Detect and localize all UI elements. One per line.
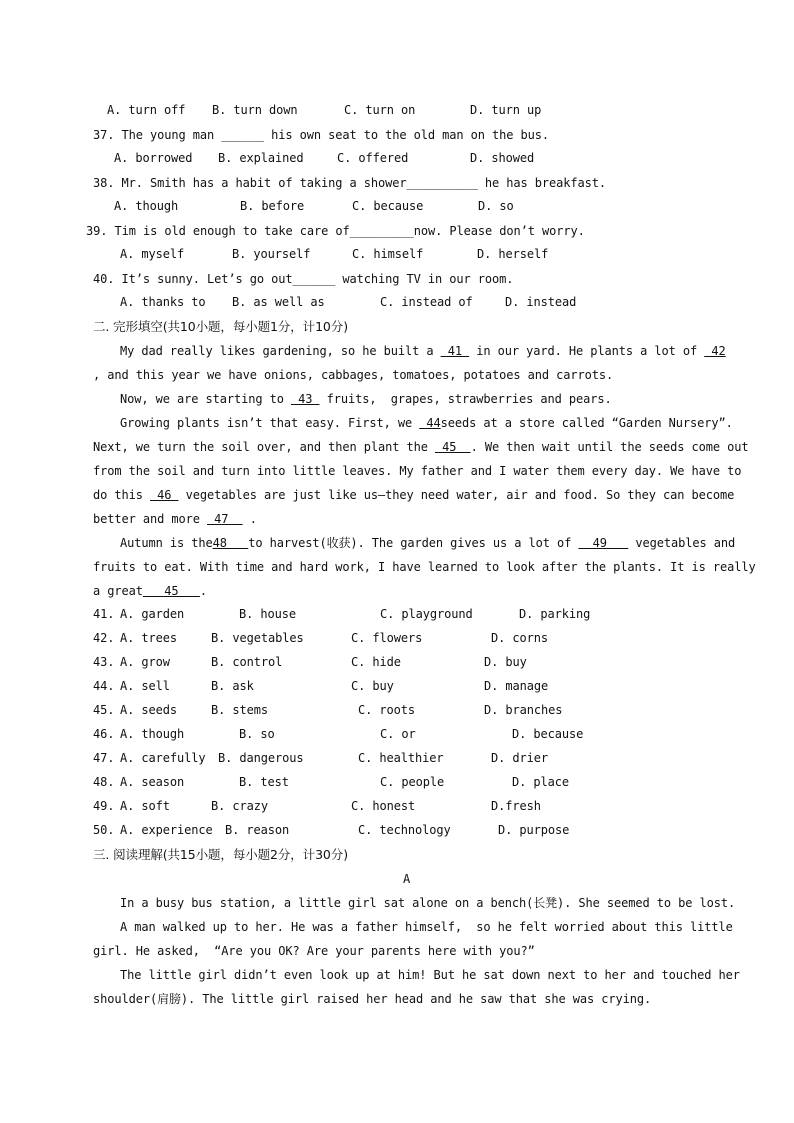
option-b[interactable]: B. control <box>211 655 283 669</box>
blank-49[interactable]: 49 <box>578 536 629 550</box>
option-c[interactable]: C. offered <box>337 151 409 165</box>
option-b[interactable]: B. stems <box>211 703 268 717</box>
blank-46[interactable]: 46 <box>150 488 179 502</box>
blank-45[interactable]: 45 <box>434 440 471 454</box>
option-c[interactable]: C. honest <box>351 799 416 813</box>
question-40: 40. It’s sunny. Let’s go out______ watching TV in our room. <box>93 272 514 286</box>
option-d[interactable]: D. so <box>478 199 514 213</box>
option-number: 41. <box>93 607 115 621</box>
option-c[interactable]: C. people <box>380 775 445 789</box>
option-number: 46. <box>93 727 115 741</box>
option-a[interactable]: A. garden <box>120 607 185 621</box>
option-d[interactable]: D. purpose <box>498 823 570 837</box>
option-b[interactable]: B. explained <box>218 151 304 165</box>
option-d[interactable]: D.fresh <box>491 799 541 813</box>
passage-line: Next, we turn the soil over, and then plant the 45 . We then wait until the seeds come out <box>93 440 749 454</box>
passage-line: from the soil and turn into little leaves. My father and I water them every day. We have to <box>93 464 742 478</box>
option-b[interactable]: B. ask <box>211 679 254 693</box>
option-a[interactable]: A. season <box>120 775 185 789</box>
passage-line: do this 46 vegetables are just like us—they need water, air and food. So they can become <box>93 488 735 502</box>
section-title-reading: 三. 阅读理解(共15小题，每小题2分，计30分) <box>93 847 348 862</box>
option-d[interactable]: D. corns <box>491 631 548 645</box>
option-a[interactable]: A. grow <box>120 655 170 669</box>
option-c[interactable]: C. hide <box>351 655 401 669</box>
option-c[interactable]: C. healthier <box>358 751 444 765</box>
option-number: 47. <box>93 751 115 765</box>
option-c[interactable]: C. technology <box>358 823 451 837</box>
option-a[interactable]: A. though <box>114 199 179 213</box>
passage-line: Now, we are starting to 43 fruits, grapes, strawberries and pears. <box>120 392 612 406</box>
option-b[interactable]: B. so <box>239 727 275 741</box>
option-b[interactable]: B. crazy <box>211 799 268 813</box>
passage-line: a great 45 . <box>93 584 207 598</box>
reading-line: A man walked up to her. He was a father himself, so he felt worried about this little <box>120 920 733 934</box>
option-c[interactable]: C. or <box>380 727 416 741</box>
option-a[interactable]: A. experience <box>120 823 213 837</box>
reading-label: A <box>403 872 411 886</box>
option-number: 44. <box>93 679 115 693</box>
option-d[interactable]: D. parking <box>519 607 591 621</box>
blank-48[interactable]: 48 <box>212 536 249 550</box>
option-c[interactable]: C. flowers <box>351 631 423 645</box>
option-c[interactable]: C. playground <box>380 607 473 621</box>
option-b[interactable]: B. house <box>239 607 296 621</box>
option-a[interactable]: A. turn off <box>107 103 186 117</box>
blank-47[interactable]: 47 <box>207 512 243 526</box>
option-c[interactable]: C. turn on <box>344 103 416 117</box>
option-number: 42. <box>93 631 115 645</box>
option-b[interactable]: B. as well as <box>232 295 325 309</box>
blank-44[interactable]: 44 <box>419 416 441 430</box>
option-c[interactable]: C. buy <box>351 679 394 693</box>
option-c[interactable]: C. himself <box>352 247 424 261</box>
question-37: 37. The young man ______ his own seat to the old man on the bus. <box>93 128 549 142</box>
option-a[interactable]: A. trees <box>120 631 177 645</box>
blank-41[interactable]: 41 <box>440 344 470 358</box>
option-number: 43. <box>93 655 115 669</box>
blank-42[interactable]: 42 <box>704 344 726 358</box>
reading-line: In a busy bus station, a little girl sat alone on a bench(长凳). She seemed to be lost. <box>120 896 736 910</box>
passage-line: Growing plants isn’t that easy. First, we 44seeds at a store called “Garden Nursery”. <box>120 416 733 430</box>
option-d[interactable]: D. showed <box>470 151 535 165</box>
option-number: 50. <box>93 823 115 837</box>
option-c[interactable]: C. because <box>352 199 424 213</box>
option-b[interactable]: B. reason <box>225 823 290 837</box>
question-38: 38. Mr. Smith has a habit of taking a shower__________ he has breakfast. <box>93 176 606 190</box>
option-d[interactable]: D. buy <box>484 655 527 669</box>
option-d[interactable]: D. drier <box>491 751 548 765</box>
option-b[interactable]: B. dangerous <box>218 751 304 765</box>
option-b[interactable]: B. vegetables <box>211 631 304 645</box>
option-d[interactable]: D. because <box>512 727 584 741</box>
option-number: 45. <box>93 703 115 717</box>
option-d[interactable]: D. turn up <box>470 103 542 117</box>
blank-43[interactable]: 43 <box>291 392 320 406</box>
option-a[interactable]: A. thanks to <box>120 295 206 309</box>
option-c[interactable]: C. instead of <box>380 295 473 309</box>
option-d[interactable]: D. instead <box>505 295 577 309</box>
passage-line: My dad really likes gardening, so he built a 41 in our yard. He plants a lot of 42 <box>120 344 726 358</box>
question-39: 39. Tim is old enough to take care of_________now. Please don’t worry. <box>86 224 585 238</box>
passage-line: better and more 47 . <box>93 512 257 526</box>
passage-line: fruits to eat. With time and hard work, I have learned to look after the plants. It is really <box>93 560 756 574</box>
option-a[interactable]: A. sell <box>120 679 170 693</box>
section-title-cloze: 二. 完形填空(共10小题，每小题1分，计10分) <box>93 319 348 334</box>
reading-line: girl. He asked, “Are you OK? Are your parents here with you?” <box>93 944 535 958</box>
option-b[interactable]: B. test <box>239 775 289 789</box>
option-a[interactable]: A. seeds <box>120 703 177 717</box>
option-a[interactable]: A. carefully <box>120 751 206 765</box>
blank-50[interactable]: 45 <box>142 584 200 598</box>
reading-line: The little girl didn’t even look up at him! But he sat down next to her and touched her <box>120 968 740 982</box>
passage-line: Autumn is the48 to harvest(收获). The garden gives us a lot of 49 vegetables and <box>120 536 736 550</box>
option-d[interactable]: D. herself <box>477 247 549 261</box>
passage-line: , and this year we have onions, cabbages, tomatoes, potatoes and carrots. <box>93 368 614 382</box>
reading-line: shoulder(肩膀). The little girl raised her head and he saw that she was crying. <box>93 992 652 1006</box>
option-b[interactable]: B. turn down <box>212 103 298 117</box>
option-a[interactable]: A. borrowed <box>114 151 193 165</box>
option-d[interactable]: D. place <box>512 775 569 789</box>
option-b[interactable]: B. before <box>240 199 305 213</box>
option-a[interactable]: A. though <box>120 727 185 741</box>
option-number: 48. <box>93 775 115 789</box>
option-c[interactable]: C. roots <box>358 703 415 717</box>
option-a[interactable]: A. soft <box>120 799 170 813</box>
option-a[interactable]: A. myself <box>120 247 185 261</box>
option-b[interactable]: B. yourself <box>232 247 311 261</box>
option-d[interactable]: D. manage <box>484 679 549 693</box>
option-number: 49. <box>93 799 115 813</box>
option-d[interactable]: D. branches <box>484 703 563 717</box>
